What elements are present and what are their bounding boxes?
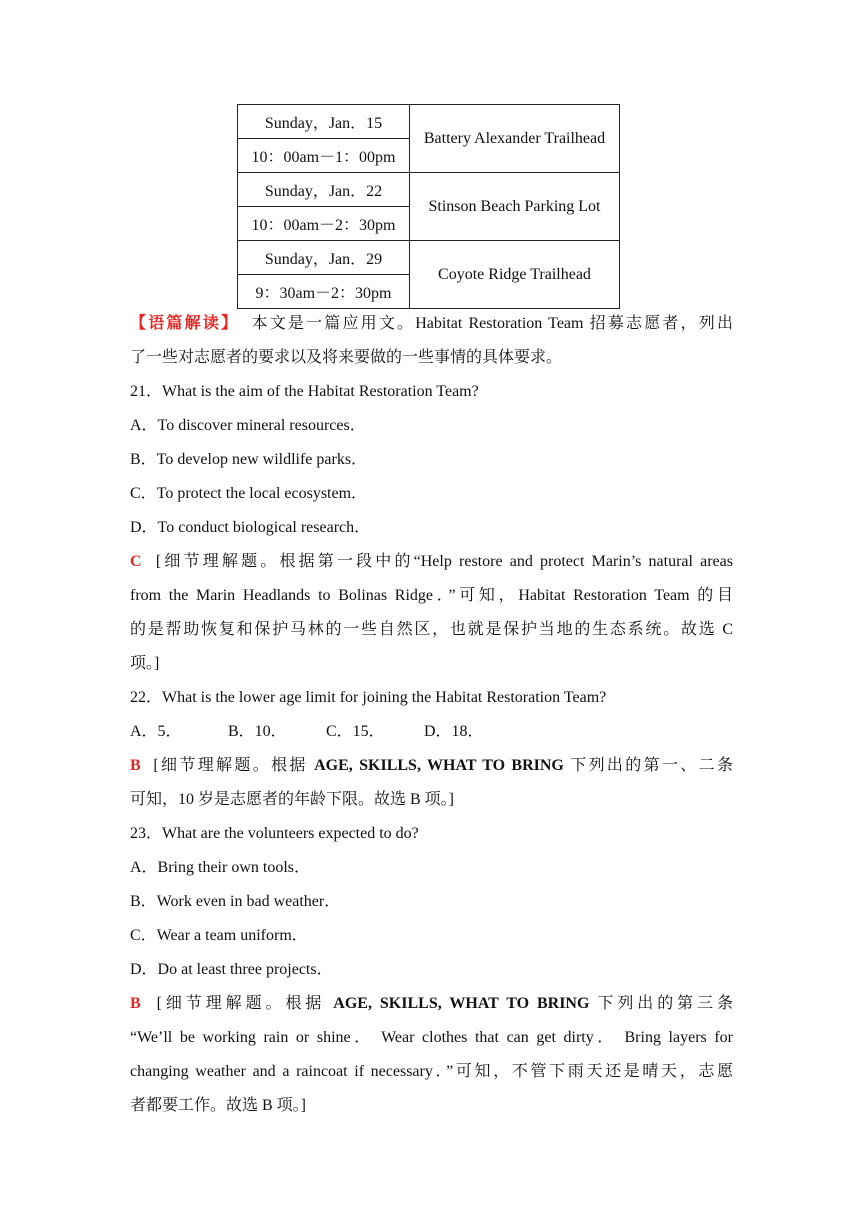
event-location: Coyote Ridge Trailhead (410, 241, 620, 309)
option-a: A．To discover mineral resources． (130, 417, 366, 434)
option-a: A．Bring their own tools． (130, 859, 310, 876)
option-c: C．15． (326, 723, 385, 740)
passage-intro-line (130, 307, 733, 341)
option-b: B．To develop new wildlife parks． (130, 451, 368, 468)
table-row (238, 241, 620, 275)
option-d: D．18． (424, 723, 484, 740)
section-reference: AGE, SKILLS, WHAT TO BRING (333, 995, 590, 1012)
explanation-text: 项。] (130, 655, 160, 672)
event-time: 9：30am－2：30pm (238, 275, 410, 309)
explanation-line (130, 545, 733, 579)
option-a: A．5． (130, 723, 182, 740)
question-23: 23．What are the volunteers expected to do? (130, 825, 419, 842)
answer-letter: C (130, 553, 142, 570)
answer-letter: B (130, 757, 141, 774)
option-b: B．Work even in bad weather． (130, 893, 341, 910)
option-c: C．Wear a team uniform． (130, 927, 308, 944)
event-day: Sunday，Jan．29 (238, 241, 410, 275)
explanation-text: changing weather and a raincoat if necessary．”可知，不管下雨天还是晴天，志愿 (130, 1063, 733, 1080)
table-row (238, 105, 620, 139)
explanation-text: [细节理解题。根据 (156, 995, 326, 1012)
option-c: C．To protect the local ecosystem． (130, 485, 368, 502)
question-22: 22．What is the lower age limit for joining the Habitat Restoration Team? (130, 689, 607, 706)
answer-letter: B (130, 995, 141, 1012)
section-reference: AGE, SKILLS, WHAT TO BRING (314, 757, 564, 774)
event-day: Sunday，Jan．15 (238, 105, 410, 139)
table-row (238, 173, 620, 207)
explanation-text: [细节理解题。根据 (153, 757, 308, 774)
options-row (130, 715, 733, 749)
explanation-line (130, 987, 733, 1021)
explanation-text: 下列出的第三条 (597, 995, 733, 1012)
event-location: Battery Alexander Trailhead (410, 105, 620, 173)
event-location: Stinson Beach Parking Lot (410, 173, 620, 241)
schedule-table (237, 104, 620, 309)
event-day: Sunday，Jan．22 (238, 173, 410, 207)
explanation-text: 的是帮助恢复和保护马林的一些自然区，也就是保护当地的生态系统。故选 C (130, 621, 733, 638)
document-body (130, 307, 733, 1123)
passage-intro-text: 了一些对志愿者的要求以及将来要做的一些事情的具体要求。 (130, 349, 563, 366)
passage-intro-text: 本文是一篇应用文。Habitat Restoration Team 招募志愿者，列出 (251, 315, 733, 332)
explanation-text: “We’ll be working rain or shine． Wear clothes that can get dirty． Bring layers for (130, 1029, 733, 1046)
explanation-text: 者都要工作。故选 B 项。] (130, 1097, 307, 1114)
passage-analysis-tag: 【语篇解读】 (130, 315, 240, 332)
option-d: D．Do at least three projects． (130, 961, 333, 978)
option-b: B．10． (228, 723, 287, 740)
explanation-text: 可知，10 岁是志愿者的年龄下限。故选 B 项。] (130, 791, 455, 808)
question-21: 21．What is the aim of the Habitat Restoration Team? (130, 383, 479, 400)
explanation-text: 下列出的第一、二条 (570, 757, 733, 774)
explanation-text: from the Marin Headlands to Bolinas Ridge．”可知，Habitat Restoration Team 的目 (130, 587, 733, 604)
explanation-text: [细节理解题。根据第一段中的“Help restore and protect Marin’s natural areas (155, 553, 733, 570)
explanation-line (130, 749, 733, 783)
option-d: D．To conduct biological research． (130, 519, 371, 536)
event-time: 10：00am－1：00pm (238, 139, 410, 173)
event-time: 10：00am－2：30pm (238, 207, 410, 241)
